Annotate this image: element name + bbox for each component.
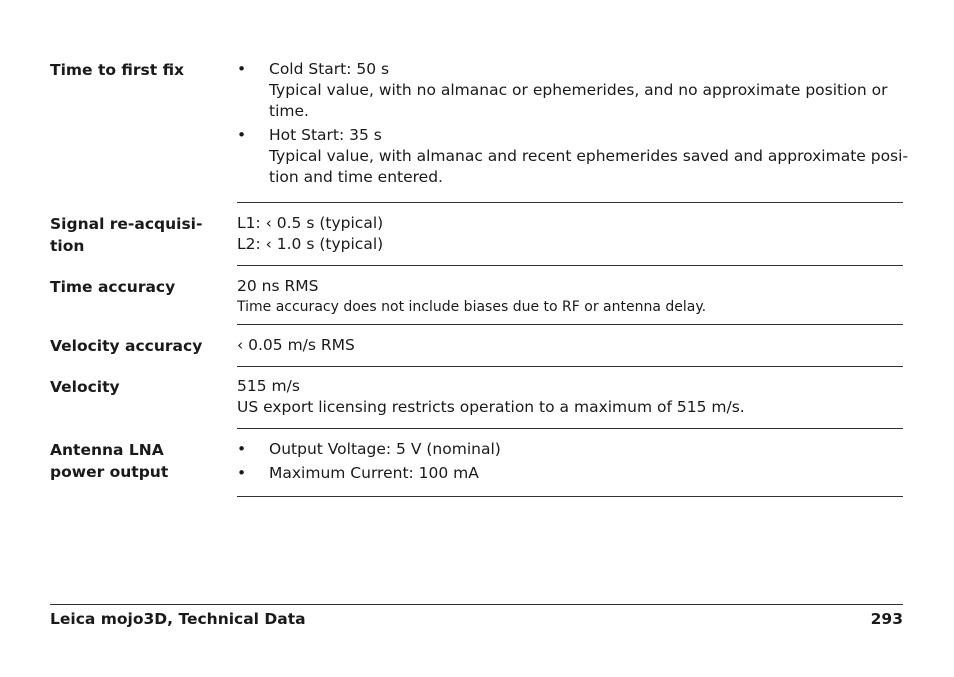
spec-value: 515 m/s (237, 377, 300, 395)
spec-content (237, 59, 909, 188)
list-item (237, 125, 909, 188)
bullet-description: Typical value, with almanac and recent ephemerides saved and approximate posi- (269, 147, 909, 165)
list-item (237, 463, 903, 484)
spec-content (237, 276, 903, 318)
bullet-dot: • (237, 126, 247, 144)
bullet-title: Maximum Current: 100 mA (269, 464, 479, 482)
page-number: 293 (870, 610, 903, 628)
spec-label: Time accuracy (50, 278, 176, 296)
spec-value: 20 ns RMS (237, 277, 319, 295)
spec-content (237, 439, 903, 484)
footer-title: Leica mojo3D, Technical Data (50, 610, 306, 628)
spec-label-line: Antenna LNA (50, 441, 164, 459)
spec-label (50, 213, 220, 257)
bullet-title: Cold Start: 50 s (269, 60, 390, 78)
bullet-description-cont: tion and time entered. (269, 168, 443, 186)
spec-value: L1: ‹ 0.5 s (typical) (237, 214, 384, 232)
row-divider (237, 496, 903, 497)
bullet-description: Typical value, with no almanac or ephemerides, and no approximate position or (269, 81, 888, 99)
spec-label: Velocity accuracy (50, 337, 203, 355)
spec-label-line: tion (50, 237, 85, 255)
spec-value: ‹ 0.05 m/s RMS (237, 336, 355, 354)
spec-content (237, 376, 903, 418)
spec-value: L2: ‹ 1.0 s (typical) (237, 235, 384, 253)
spec-content (237, 213, 903, 255)
bullet-title: Hot Start: 35 s (269, 126, 382, 144)
spec-label-line: Signal re-acquisi- (50, 215, 203, 233)
bullet-title: Output Voltage: 5 V (nominal) (269, 440, 501, 458)
spec-content (237, 335, 903, 356)
list-item (237, 59, 903, 122)
list-item (237, 439, 903, 460)
row-divider (237, 324, 903, 325)
row-divider (237, 366, 903, 367)
row-divider (237, 202, 903, 203)
row-divider (237, 265, 903, 266)
spec-note: Time accuracy does not include biases due to RF or antenna delay. (237, 299, 707, 315)
bullet-description-cont: time. (269, 102, 309, 120)
spec-label (50, 439, 220, 483)
bullet-dot: • (237, 440, 247, 458)
spec-label-line: power output (50, 463, 169, 481)
spec-label: Velocity (50, 378, 120, 396)
bullet-dot: • (237, 60, 247, 78)
spec-note: US export licensing restricts operation to a maximum of 515 m/s. (237, 398, 745, 416)
bullet-dot: • (237, 464, 247, 482)
spec-label: Time to first fix (50, 61, 185, 79)
row-divider (237, 428, 903, 429)
footer-divider (50, 604, 903, 605)
